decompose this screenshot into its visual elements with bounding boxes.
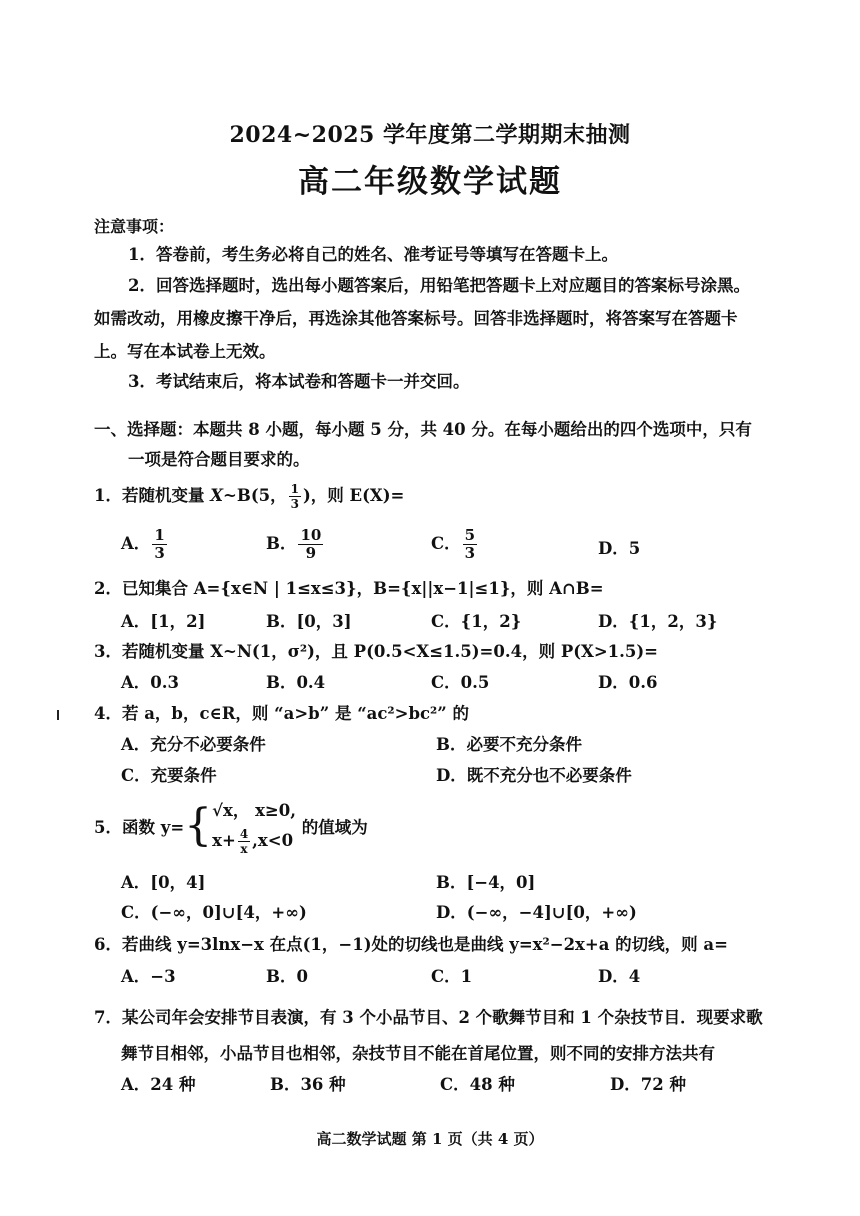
q1-option-a (121, 528, 169, 561)
q5-prefix: 5．函数 y= (94, 818, 185, 837)
q5-option-c: C．(−∞，0]∪[4，+∞) (121, 903, 307, 922)
q6-option-a: A．−3 (121, 967, 176, 986)
q4-option-d: D．既不充分也不必要条件 (436, 766, 632, 785)
margin-mark (57, 710, 59, 720)
q1-b-den: 9 (305, 544, 317, 562)
q5-piece-2-num: 4 (239, 827, 249, 841)
q1-option-c (431, 528, 479, 561)
q1-fraction-den: 3 (290, 497, 299, 511)
q5-suffix: 的值域为 (295, 818, 368, 837)
q4-option-b: B．必要不充分条件 (436, 735, 582, 754)
q5-option-d: D．(−∞，−4]∪[0，+∞) (436, 903, 637, 922)
q5-piece-2-den: x (240, 842, 248, 856)
exam-title-term: 2024~2025 学年度第二学期期末抽测 (229, 122, 631, 148)
q1-option-c-label: C． (431, 534, 461, 553)
q1-c-den: 3 (464, 544, 476, 562)
q4-option-c: C．充要条件 (121, 766, 217, 785)
q5-piece-2-b: ,x<0 (252, 831, 294, 850)
q6-option-b: B．0 (266, 967, 308, 986)
q7-option-d: D．72 种 (610, 1075, 687, 1094)
q7-option-b: B．36 种 (270, 1075, 346, 1094)
notice-item-3: 3．考试结束后，将本试卷和答题卡一并交回。 (128, 372, 470, 391)
q1-variable: X (210, 486, 224, 505)
q7-option-c: C．48 种 (440, 1075, 515, 1094)
q1-fraction (289, 483, 301, 510)
q1-option-b-label: B． (266, 534, 297, 553)
q5-piece-2-a: x+ (212, 831, 236, 850)
q1-option-b-fraction (298, 528, 323, 561)
question-7-line1: 7．某公司年会安排节目表演，有 3 个小品节目、2 个歌舞节目和 1 个杂技节目．现要求歌 (94, 1008, 763, 1027)
q3-option-d: D．0.6 (598, 673, 658, 692)
q2-option-c: C．{1，2} (431, 612, 522, 631)
question-1 (94, 482, 404, 510)
page-footer: 高二数学试题 第 1 页（共 4 页） (316, 1130, 544, 1148)
q2-option-a: A．[1，2] (121, 612, 206, 631)
q6-option-c: C．1 (431, 967, 473, 986)
q1-a-den: 3 (154, 544, 165, 562)
q1-suffix: )，则 E(X)= (302, 486, 405, 505)
q1-a-num: 1 (154, 526, 165, 544)
section-heading (94, 415, 766, 475)
q5-piece-1: √x， x≥0, (212, 801, 296, 820)
notice-heading: 注意事项： (94, 217, 175, 236)
q1-option-c-fraction (463, 528, 477, 561)
question-6: 6．若曲线 y=3lnx−x 在点(1，−1)处的切线也是曲线 y=x²−2x+a 的切线，则 a= (94, 935, 728, 954)
question-5 (94, 796, 368, 856)
q1-prefix: 1．若随机变量 (94, 486, 211, 505)
section-heading-line2: 一项是符合题目要求的。 (128, 450, 310, 469)
q6-option-d: D．4 (598, 967, 641, 986)
q1-c-num: 5 (464, 526, 476, 544)
q1-option-b (266, 528, 325, 561)
q7-option-a: A．24 种 (121, 1075, 196, 1094)
notice-item-1: 1．答卷前，考生务必将自己的姓名、准考证号等填写在答题卡上。 (128, 245, 618, 264)
q4-option-a: A．充分不必要条件 (121, 735, 266, 754)
question-2: 2．已知集合 A={x∈N | 1≤x≤3}，B={x||x−1|≤1}，则 A∩B= (94, 579, 604, 598)
exam-title-subject: 高二年级数学试题 (298, 164, 562, 200)
question-4: 4．若 a，b，c∈R，则 “a>b” 是 “ac²>bc²” 的 (94, 704, 470, 723)
q3-option-b: B．0.4 (266, 673, 326, 692)
q1-option-a-label: A． (121, 534, 151, 553)
q2-option-b: B．[0，3] (266, 612, 352, 631)
q3-option-c: C．0.5 (431, 673, 490, 692)
q5-brace: { (184, 800, 213, 851)
q5-option-a: A．[0，4] (121, 873, 206, 892)
q2-option-d: D．{1，2，3} (598, 612, 718, 631)
q5-piece-2-fraction (238, 828, 250, 855)
q3-option-a: A．0.3 (121, 673, 180, 692)
q1-option-a-fraction (152, 528, 166, 561)
q5-piece-2 (212, 826, 296, 856)
q5-option-b: B．[−4，0] (436, 873, 536, 892)
notice-item-2: 2．回答选择题时，选出每小题答案后，用铅笔把答题卡上对应题目的答案标号涂黑。如需改动，用橡皮擦干净后，再选涂其他答案标号。回答非选择题时，将答案写在答题卡上。写在本试卷上无效。 (94, 276, 750, 361)
question-7-line2: 舞节目相邻，小品节目也相邻，杂技节目不能在首尾位置，则不同的安排方法共有 (121, 1044, 715, 1063)
q1-fraction-num: 1 (290, 482, 299, 496)
q1-b-num: 10 (300, 526, 322, 544)
q5-piecewise (212, 796, 296, 856)
q1-option-d: D．5 (598, 539, 641, 558)
q1-distribution: ~B(5， (223, 486, 287, 505)
section-heading-line1: 一、选择题：本题共 8 小题，每小题 5 分，共 40 分。在每小题给出的四个选项中，只有 (94, 420, 752, 439)
question-3: 3．若随机变量 X~N(1，σ²)，且 P(0.5<X≤1.5)=0.4，则 P(X>1.5)= (94, 642, 659, 661)
